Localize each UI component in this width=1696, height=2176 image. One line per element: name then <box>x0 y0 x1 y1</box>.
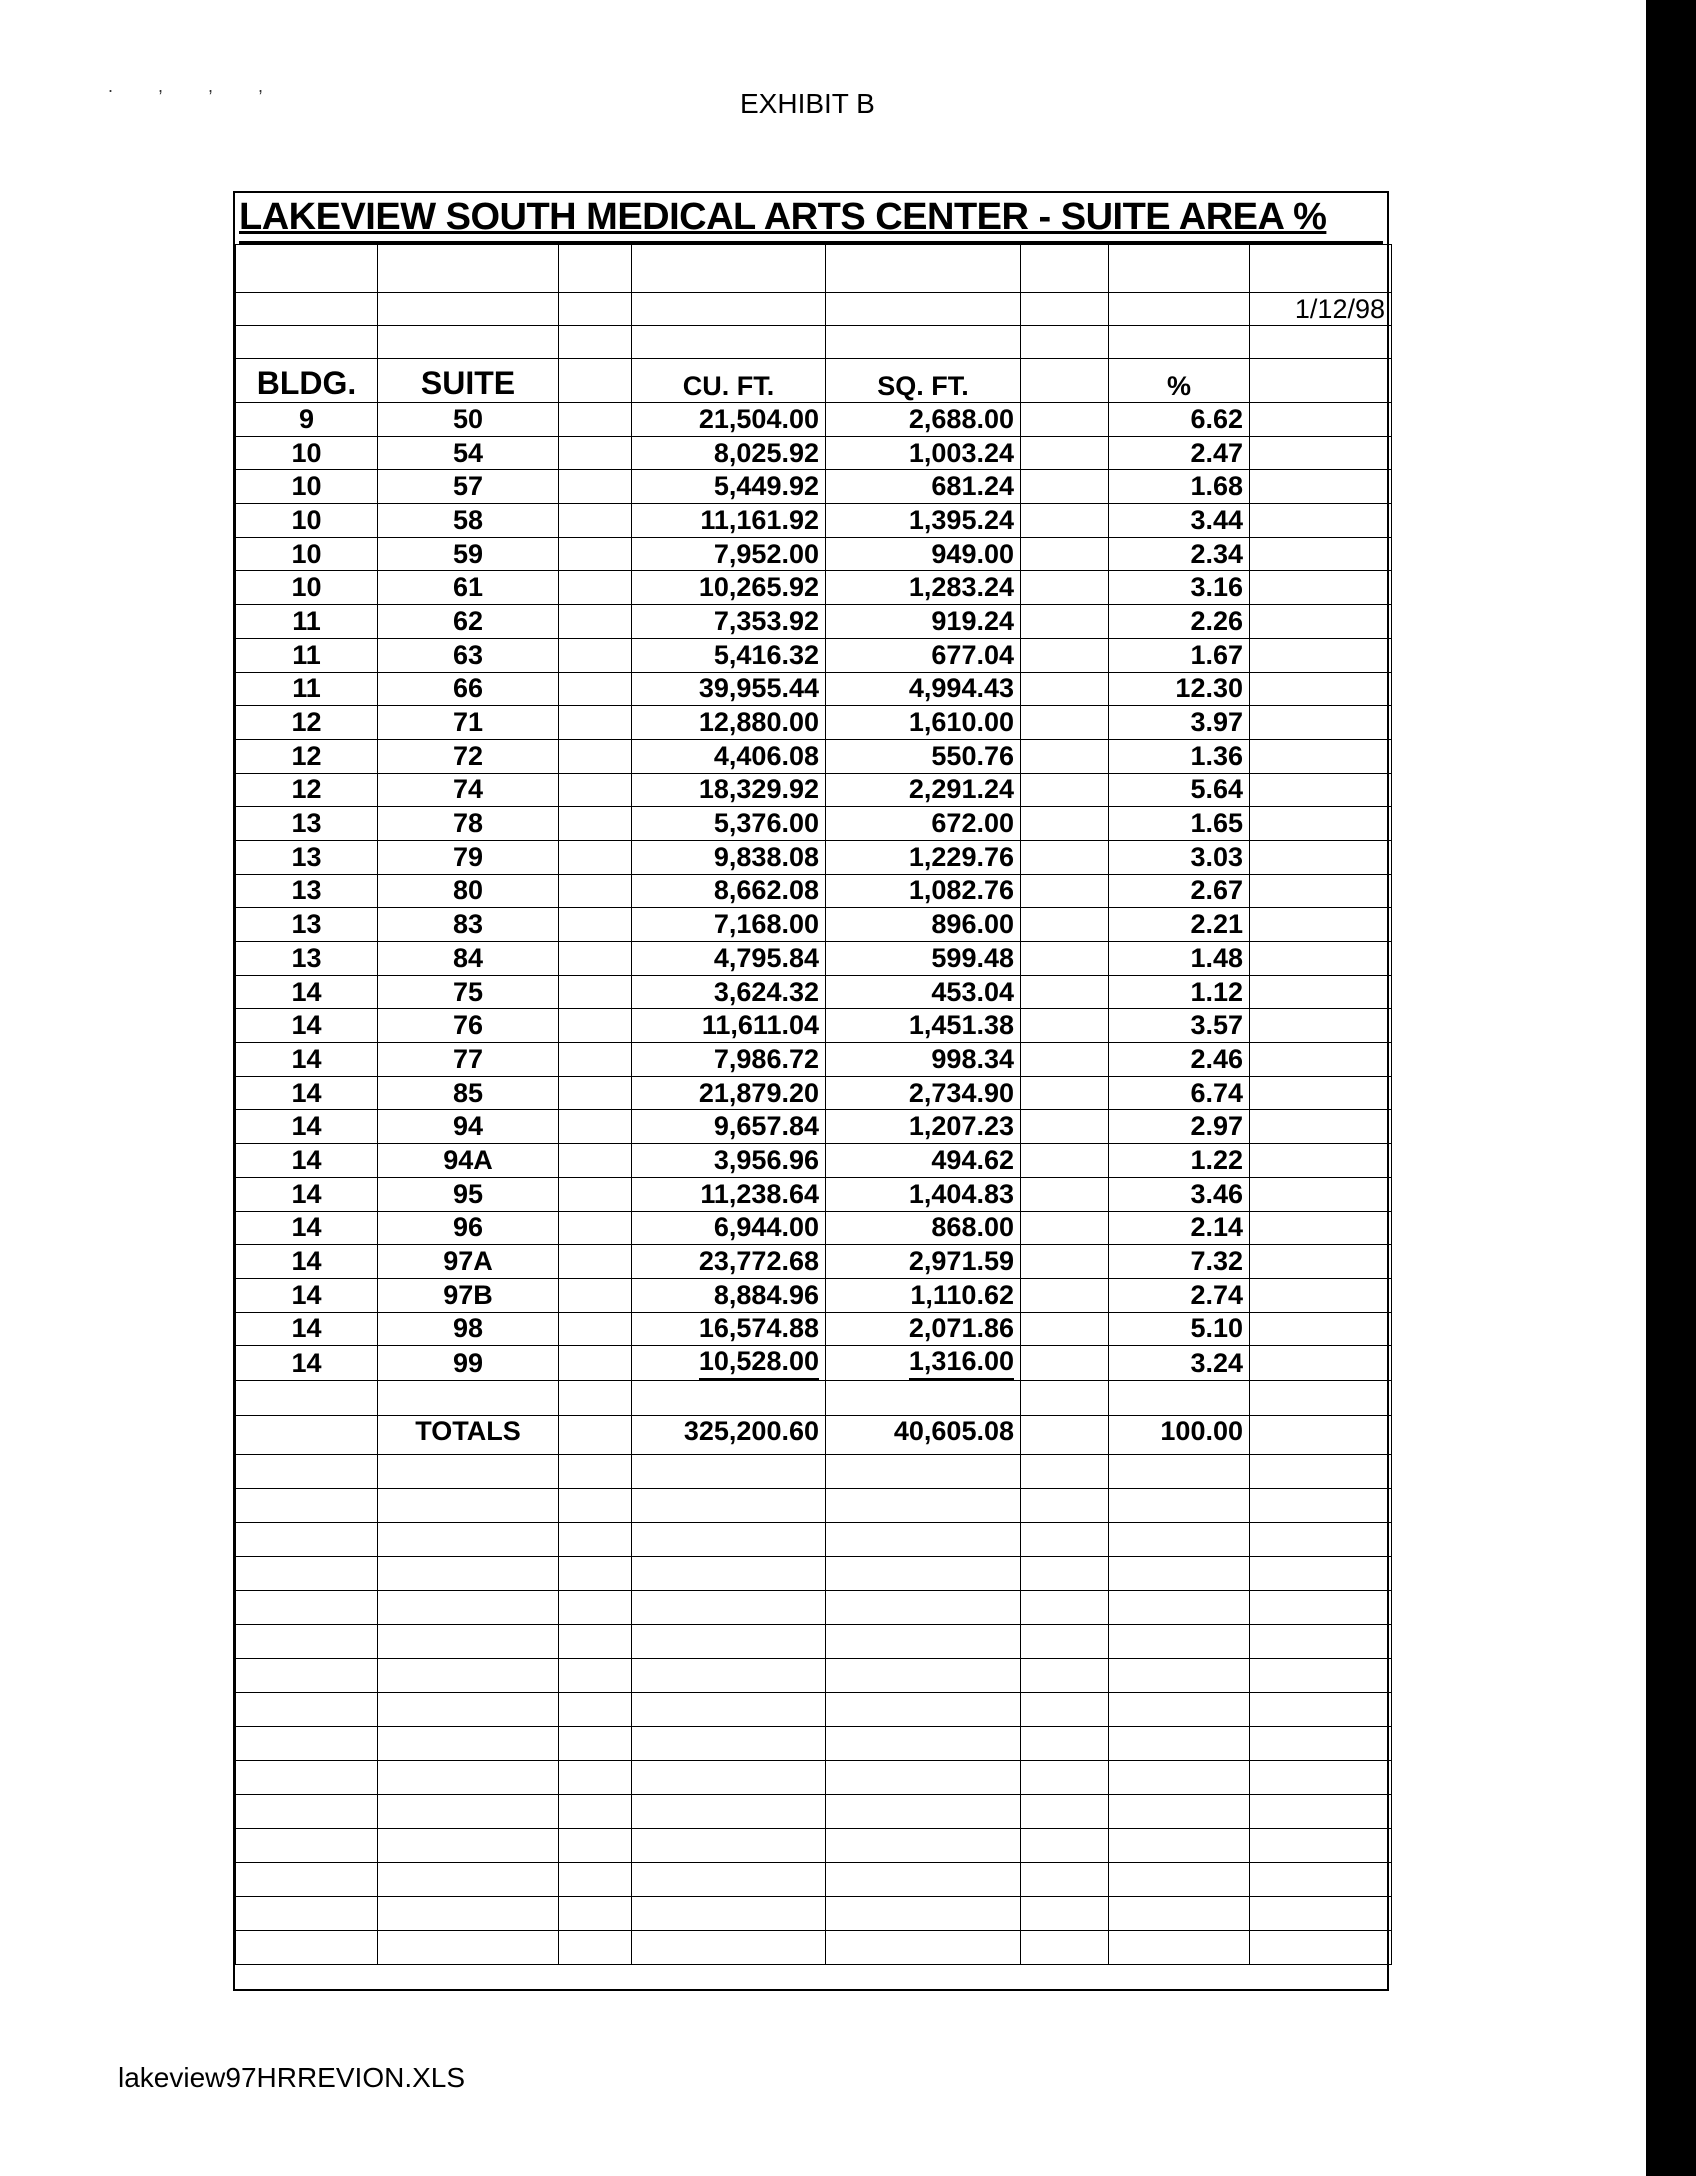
suite-cell: 72 <box>378 739 559 773</box>
sqft-cell: 1,003.24 <box>826 436 1021 470</box>
cuft-cell: 11,238.64 <box>632 1177 826 1211</box>
cuft-cell: 5,449.92 <box>632 470 826 504</box>
bldg-cell: 14 <box>236 1278 378 1312</box>
totals-cuft: 325,200.60 <box>632 1416 826 1455</box>
suite-cell: 99 <box>378 1346 559 1381</box>
bldg-cell: 11 <box>236 638 378 672</box>
bldg-cell: 12 <box>236 773 378 807</box>
suite-cell: 54 <box>378 436 559 470</box>
table-row <box>236 571 1392 605</box>
cuft-cell: 4,795.84 <box>632 942 826 976</box>
pct-cell: 1.22 <box>1109 1144 1250 1178</box>
cuft-cell: 3,624.32 <box>632 975 826 1009</box>
scan-specks: . , , , <box>108 76 284 96</box>
table-row <box>236 436 1392 470</box>
bldg-cell: 10 <box>236 470 378 504</box>
table-row <box>236 1009 1392 1043</box>
table-row <box>236 942 1392 976</box>
sqft-cell: 1,404.83 <box>826 1177 1021 1211</box>
table-row <box>236 739 1392 773</box>
suite-area-table <box>235 244 1392 1965</box>
suite-cell: 78 <box>378 807 559 841</box>
table-row <box>236 1076 1392 1110</box>
table-row <box>236 840 1392 874</box>
table-row <box>236 605 1392 639</box>
totals-pct: 100.00 <box>1109 1416 1250 1455</box>
cuft-cell: 11,161.92 <box>632 504 826 538</box>
sqft-cell: 1,610.00 <box>826 706 1021 740</box>
bldg-cell: 14 <box>236 1043 378 1077</box>
pct-cell: 3.57 <box>1109 1009 1250 1043</box>
cuft-cell: 12,880.00 <box>632 706 826 740</box>
suite-cell: 76 <box>378 1009 559 1043</box>
sqft-cell: 494.62 <box>826 1144 1021 1178</box>
sqft-cell: 4,994.43 <box>826 672 1021 706</box>
cuft-cell: 4,406.08 <box>632 739 826 773</box>
spreadsheet <box>233 191 1389 1991</box>
table-row <box>236 975 1392 1009</box>
blank-row <box>236 1625 1392 1659</box>
cuft-cell: 10,265.92 <box>632 571 826 605</box>
table-row <box>236 1211 1392 1245</box>
suite-cell: 85 <box>378 1076 559 1110</box>
table-row <box>236 908 1392 942</box>
table-row <box>236 807 1392 841</box>
bldg-cell: 14 <box>236 1110 378 1144</box>
column-header-row <box>236 359 1392 403</box>
blank-row <box>236 326 1392 359</box>
blank-row <box>236 1693 1392 1727</box>
suite-cell: 61 <box>378 571 559 605</box>
pct-cell: 6.74 <box>1109 1076 1250 1110</box>
bldg-cell: 13 <box>236 942 378 976</box>
bldg-cell: 13 <box>236 807 378 841</box>
suite-cell: 75 <box>378 975 559 1009</box>
blank-row <box>236 1591 1392 1625</box>
table-row <box>236 1346 1392 1381</box>
header-suite: SUITE <box>378 359 559 403</box>
sqft-cell: 1,082.76 <box>826 874 1021 908</box>
suite-cell: 96 <box>378 1211 559 1245</box>
bldg-cell: 13 <box>236 874 378 908</box>
pct-cell: 2.46 <box>1109 1043 1250 1077</box>
footer-filename: lakeview97HRREVION.XLS <box>118 2062 466 2093</box>
pct-cell: 3.16 <box>1109 571 1250 605</box>
pct-cell: 12.30 <box>1109 672 1250 706</box>
bldg-cell: 14 <box>236 1346 378 1381</box>
scan-edge-bar <box>1646 0 1696 2176</box>
cuft-cell: 5,416.32 <box>632 638 826 672</box>
table-row <box>236 672 1392 706</box>
bldg-cell: 14 <box>236 1211 378 1245</box>
table-row <box>236 403 1392 437</box>
pct-cell: 3.44 <box>1109 504 1250 538</box>
pct-cell: 5.64 <box>1109 773 1250 807</box>
pct-cell: 2.47 <box>1109 436 1250 470</box>
table-row <box>236 1245 1392 1279</box>
sqft-cell: 2,071.86 <box>826 1312 1021 1346</box>
pct-cell: 7.32 <box>1109 1245 1250 1279</box>
sqft-cell: 919.24 <box>826 605 1021 639</box>
cuft-cell: 8,025.92 <box>632 436 826 470</box>
pct-cell: 6.62 <box>1109 403 1250 437</box>
table-row <box>236 1312 1392 1346</box>
sqft-cell: 2,291.24 <box>826 773 1021 807</box>
bldg-cell: 14 <box>236 1076 378 1110</box>
suite-cell: 59 <box>378 537 559 571</box>
bldg-cell: 14 <box>236 1177 378 1211</box>
pct-cell: 1.48 <box>1109 942 1250 976</box>
sqft-cell: 1,229.76 <box>826 840 1021 874</box>
suite-cell: 98 <box>378 1312 559 1346</box>
bldg-cell: 14 <box>236 1312 378 1346</box>
pct-cell: 2.74 <box>1109 1278 1250 1312</box>
table-row <box>236 537 1392 571</box>
cuft-cell: 5,376.00 <box>632 807 826 841</box>
pct-cell: 3.97 <box>1109 706 1250 740</box>
date-cell: 1/12/98 <box>1250 293 1392 326</box>
totals-sqft: 40,605.08 <box>826 1416 1021 1455</box>
header-sqft: SQ. FT. <box>826 359 1021 403</box>
bldg-cell: 14 <box>236 1245 378 1279</box>
sqft-cell: 2,734.90 <box>826 1076 1021 1110</box>
blank-row <box>236 1897 1392 1931</box>
suite-cell: 66 <box>378 672 559 706</box>
pct-cell: 5.10 <box>1109 1312 1250 1346</box>
bldg-cell: 14 <box>236 1144 378 1178</box>
bldg-cell: 12 <box>236 739 378 773</box>
date-row <box>236 293 1392 326</box>
suite-cell: 77 <box>378 1043 559 1077</box>
sqft-cell: 1,395.24 <box>826 504 1021 538</box>
suite-cell: 95 <box>378 1177 559 1211</box>
sheet-title: LAKEVIEW SOUTH MEDICAL ARTS CENTER - SUITE AREA % <box>239 193 1383 244</box>
sqft-cell: 1,283.24 <box>826 571 1021 605</box>
bldg-cell: 10 <box>236 436 378 470</box>
header-bldg: BLDG. <box>236 359 378 403</box>
cuft-cell: 3,956.96 <box>632 1144 826 1178</box>
bldg-cell: 11 <box>236 672 378 706</box>
cuft-cell: 23,772.68 <box>632 1245 826 1279</box>
exhibit-label: EXHIBIT B <box>740 88 875 119</box>
table-row <box>236 1177 1392 1211</box>
cuft-cell: 7,353.92 <box>632 605 826 639</box>
blank-row <box>236 245 1392 293</box>
sqft-cell: 599.48 <box>826 942 1021 976</box>
bldg-cell: 12 <box>236 706 378 740</box>
sqft-cell: 677.04 <box>826 638 1021 672</box>
pct-cell: 1.12 <box>1109 975 1250 1009</box>
blank-row <box>236 1829 1392 1863</box>
blank-row <box>236 1795 1392 1829</box>
sqft-cell: 453.04 <box>826 975 1021 1009</box>
bldg-cell: 10 <box>236 571 378 605</box>
pct-cell: 2.67 <box>1109 874 1250 908</box>
bldg-cell: 14 <box>236 975 378 1009</box>
sqft-cell: 2,688.00 <box>826 403 1021 437</box>
sqft-cell: 1,110.62 <box>826 1278 1021 1312</box>
cuft-cell: 9,657.84 <box>632 1110 826 1144</box>
suite-cell: 97A <box>378 1245 559 1279</box>
blank-row <box>236 1931 1392 1965</box>
sqft-cell: 2,971.59 <box>826 1245 1021 1279</box>
table-row <box>236 706 1392 740</box>
table-row <box>236 773 1392 807</box>
cuft-cell: 39,955.44 <box>632 672 826 706</box>
suite-cell: 94A <box>378 1144 559 1178</box>
suite-cell: 58 <box>378 504 559 538</box>
totals-label: TOTALS <box>378 1416 559 1455</box>
pct-cell: 1.68 <box>1109 470 1250 504</box>
bldg-cell: 9 <box>236 403 378 437</box>
blank-row <box>236 1557 1392 1591</box>
cuft-cell: 21,879.20 <box>632 1076 826 1110</box>
bldg-cell: 13 <box>236 908 378 942</box>
table-row <box>236 1278 1392 1312</box>
table-row <box>236 504 1392 538</box>
sqft-cell: 896.00 <box>826 908 1021 942</box>
cuft-cell: 7,952.00 <box>632 537 826 571</box>
cuft-cell: 7,168.00 <box>632 908 826 942</box>
suite-cell: 79 <box>378 840 559 874</box>
cuft-value: 10,528.00 <box>699 1346 819 1380</box>
pct-cell: 3.03 <box>1109 840 1250 874</box>
blank-row <box>236 1455 1392 1489</box>
pct-cell: 2.34 <box>1109 537 1250 571</box>
table-row <box>236 638 1392 672</box>
cuft-cell: 8,884.96 <box>632 1278 826 1312</box>
cuft-cell <box>632 1346 826 1381</box>
header-cuft: CU. FT. <box>632 359 826 403</box>
pct-cell: 2.26 <box>1109 605 1250 639</box>
table-row <box>236 874 1392 908</box>
suite-cell: 50 <box>378 403 559 437</box>
cuft-cell: 21,504.00 <box>632 403 826 437</box>
bldg-cell: 14 <box>236 1009 378 1043</box>
blank-row <box>236 1381 1392 1416</box>
blank-row <box>236 1727 1392 1761</box>
pct-cell: 2.14 <box>1109 1211 1250 1245</box>
cuft-cell: 11,611.04 <box>632 1009 826 1043</box>
table-row <box>236 1144 1392 1178</box>
cuft-cell: 18,329.92 <box>632 773 826 807</box>
blank-row <box>236 1523 1392 1557</box>
bldg-cell: 10 <box>236 537 378 571</box>
bldg-cell: 13 <box>236 840 378 874</box>
table-row <box>236 1110 1392 1144</box>
sqft-cell: 868.00 <box>826 1211 1021 1245</box>
sqft-cell: 998.34 <box>826 1043 1021 1077</box>
sqft-cell: 1,451.38 <box>826 1009 1021 1043</box>
sqft-value: 1,316.00 <box>909 1346 1014 1380</box>
suite-cell: 62 <box>378 605 559 639</box>
pct-cell: 3.24 <box>1109 1346 1250 1381</box>
suite-cell: 83 <box>378 908 559 942</box>
suite-cell: 84 <box>378 942 559 976</box>
cuft-cell: 9,838.08 <box>632 840 826 874</box>
bldg-cell: 10 <box>236 504 378 538</box>
suite-cell: 97B <box>378 1278 559 1312</box>
cuft-cell: 7,986.72 <box>632 1043 826 1077</box>
cuft-cell: 6,944.00 <box>632 1211 826 1245</box>
cuft-cell: 8,662.08 <box>632 874 826 908</box>
blank-row <box>236 1863 1392 1897</box>
sqft-cell: 550.76 <box>826 739 1021 773</box>
sqft-cell: 949.00 <box>826 537 1021 571</box>
blank-row <box>236 1659 1392 1693</box>
blank-row <box>236 1761 1392 1795</box>
sqft-cell: 672.00 <box>826 807 1021 841</box>
pct-cell: 2.97 <box>1109 1110 1250 1144</box>
sqft-cell: 681.24 <box>826 470 1021 504</box>
sqft-cell <box>826 1346 1021 1381</box>
cuft-cell: 16,574.88 <box>632 1312 826 1346</box>
suite-cell: 57 <box>378 470 559 504</box>
suite-cell: 71 <box>378 706 559 740</box>
pct-cell: 2.21 <box>1109 908 1250 942</box>
blank-row <box>236 1489 1392 1523</box>
bldg-cell: 11 <box>236 605 378 639</box>
pct-cell: 3.46 <box>1109 1177 1250 1211</box>
pct-cell: 1.65 <box>1109 807 1250 841</box>
sqft-cell: 1,207.23 <box>826 1110 1021 1144</box>
pct-cell: 1.36 <box>1109 739 1250 773</box>
pct-cell: 1.67 <box>1109 638 1250 672</box>
suite-cell: 80 <box>378 874 559 908</box>
suite-cell: 94 <box>378 1110 559 1144</box>
header-pct: % <box>1109 359 1250 403</box>
table-row <box>236 470 1392 504</box>
totals-row <box>236 1416 1392 1455</box>
table-row <box>236 1043 1392 1077</box>
suite-cell: 63 <box>378 638 559 672</box>
suite-cell: 74 <box>378 773 559 807</box>
